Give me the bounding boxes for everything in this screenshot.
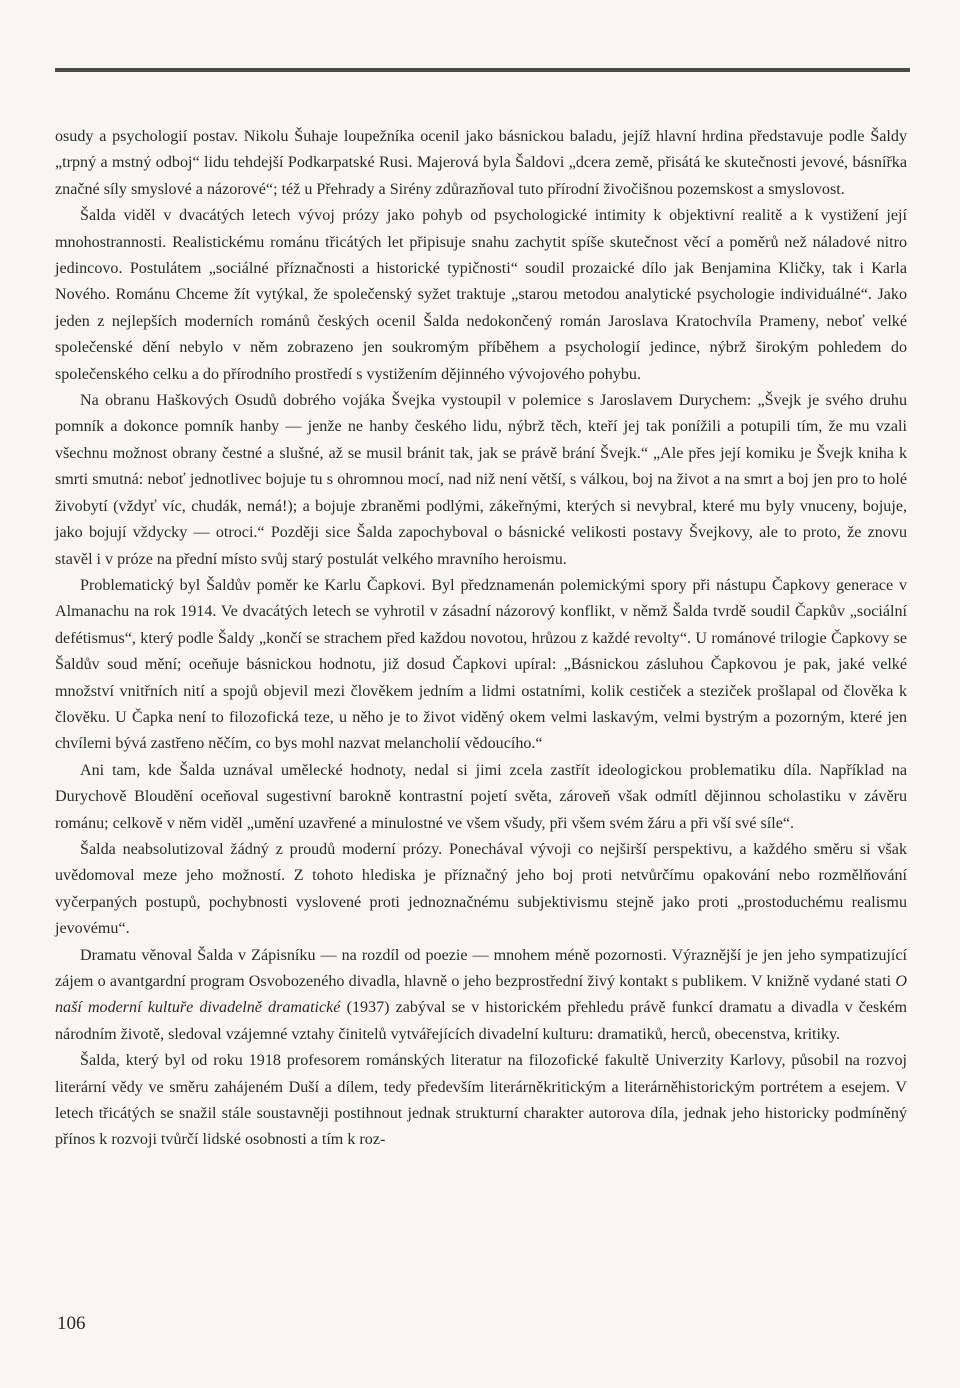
paragraph: Na obranu Haškových Osudů dobrého vojáka Švejka vystoupil v polemice s Jaroslavem Durychem: „Švejk je svého druhu pomník a dokonce pomník hanby — jenže ne hanby českého lidu, nýbrž těch, kteří jej tak ponížili a potupili tím, že mu vzali všechnu možnost obrany čestné a slušné, až se musil bránit tak, jak se právě brání Švejk.“ „Ale přes její komiku je Švejk kniha k smrti smutná: neboť jednotlivec bojuje tu s ohromnou mocí, nad niž není větší, s válkou, boj na život a na smrt a boj jen pro to holé živobytí (vždyť víc, chudák, nemá!); a bojuje zbraněmi podlými, zákeřnými, kterých si nevybral, které mu byly vnuceny, bojuje, jako bojují vždycky — otroci.“ Později sice Šalda zapochyboval o básnické velikosti postavy Švejkovy, ale to proto, že znovu stavěl i v próze na přední místo svůj starý postulát velkého mravního heroismu. [55, 392, 907, 568]
paragraph: Šalda viděl v dvacátých letech vývoj prózy jako pohyb od psychologické intimity k objektivní realitě a k vystižení její mnohostrannosti. Realistickému románu třicátých let připisuje snahu zachytit spíše skutečnost věcí a poměrů než náladové nitro jedincovo. Postulátem „sociálné příznačnosti a historické typičnosti“ soudil prozaické dílo jak Benjamina Kličky, tak i Karla Nového. Románu Chceme žít vytýkal, že společenský syžet traktuje „starou metodou analytické psychologie individuálné“. Jako jeden z nejlepších moderních románů českých ocenil Šalda nedokončený román Jaroslava Kratochvíla Prameny, neboť velké společenské dění nebylo v něm zobrazeno jen soukromým příběhem a psychologií jedince, nýbrž širokým pohledem do společenského celku a do přírodního prostředí s vystižením dějinného vývojového pohybu. [55, 207, 907, 383]
body-text [55, 124, 907, 1154]
paragraph: Problematický byl Šaldův poměr ke Karlu Čapkovi. Byl předznamenán polemickými spory při nástupu Čapkovy generace v Almanachu na rok 1914. Ve dvacátých letech se vyhrotil v zásadní názorový konflikt, v němž Šalda tvrdě soudil Čapkův „sociální defétismus“, který podle Šaldy „končí se strachem před každou novotou, hrůzou z každé revolty“. U románové trilogie Čapkovy se Šaldův soud mění; oceňuje básnickou hodnotu, již dosud Čapkovi upíral: „Básnickou zásluhou Čapkovou je pak, jaké velké množství vnitřních nití a spojů objevil mezi člověkem jedním a lidmi ostatními, kolik cestiček a steziček prošlapal od člověka k člověku. U Čapka není to filozofická teze, u něho je to život viděný okem velmi laskavým, velmi bystrým a pozorným, které jen chvílemi bývá zastřeno něčím, co bys mohl nazvat melancholií vědoucího.“ [55, 576, 907, 753]
paragraph: Ani tam, kde Šalda uznával umělecké hodnoty, nedal si jimi zcela zastřít ideologickou problematiku díla. Například na Durychově Bloudění oceňoval sugestivní barokně kontrastní pojetí světa, zároveň však odmítl dějinnou scholastiku v závěru románu; celkově v něm viděl „umění uzavřené a minulostné ve všem všudy, při všem svém žáru a při vší své síle“. [55, 761, 907, 832]
book-title: O naší moderní kultuře divadelně dramatické [55, 973, 907, 1017]
header-rule [55, 68, 910, 72]
paragraph: Šalda, který byl od roku 1918 profesorem románských literatur na filozofické fakultě Univerzity Karlovy, působil na rozvoj literární vědy ve směru zahájeném Duší a dílem, tedy především literárněkritickým a literárněhistorickým portrétem a esejem. V letech třicátých se snažil stále soustavněji postihnout jednak strukturní charakter autorova díla, jednak jeho historicky podmíněný přínos k rozvoji tvůrčí lidské osobnosti a tím k roz- [55, 1052, 907, 1149]
paragraph-text: Dramatu věnoval Šalda v Zápisníku — na rozdíl od poezie — mnohem méně pozornosti. Výraznější je jen jeho sympatizující zájem o avantgardní program Osvobozeného divadla, hlavně o jeho bezprostřední živý kontakt s publikem. V knižně vydané stati [55, 946, 907, 990]
paragraph: Šalda neabsolutizoval žádný z proudů moderní prózy. Ponechával vývoji co nejširší perspektivu, a každého směru si však uvědomoval meze jeho možností. Z tohoto hlediska je příznačný jeho boj proti netvůrčímu opakování nebo rozmělňování vyčerpaných postupů, pochybnosti vyslovené proti jednoznačnému subjektivismu stejně jako proti „prostoduchému realismu jevovému“. [55, 840, 907, 938]
paragraph-text: (1937) zabýval se v historickém přehledu právě funkcí dramatu a divadla v českém národním životě, sledoval vzájemné vztahy činitelů vytvářejících divadelní kulturu: dramatiků, herců, obecenstva, kritiky. [55, 999, 908, 1043]
page-number: 106 [57, 1313, 86, 1334]
paragraph [55, 943, 907, 1049]
paragraph: osudy a psychologií postav. Nikolu Šuhaje loupežníka ocenil jako básnickou baladu, jejíž hlavní hrdina představuje podle Šaldy „trpný a mstný odboj“ lidu tehdejší Podkarpatské Rusi. Majerová byla Šaldovi „dcera země, přisátá ke skutečnosti jevové, básnířka značné síly smyslové a názorové“; též u Přehrady a Sirény zdůrazňoval tuto přírodní živočišnou pozemskost a smyslovost. [55, 128, 907, 198]
